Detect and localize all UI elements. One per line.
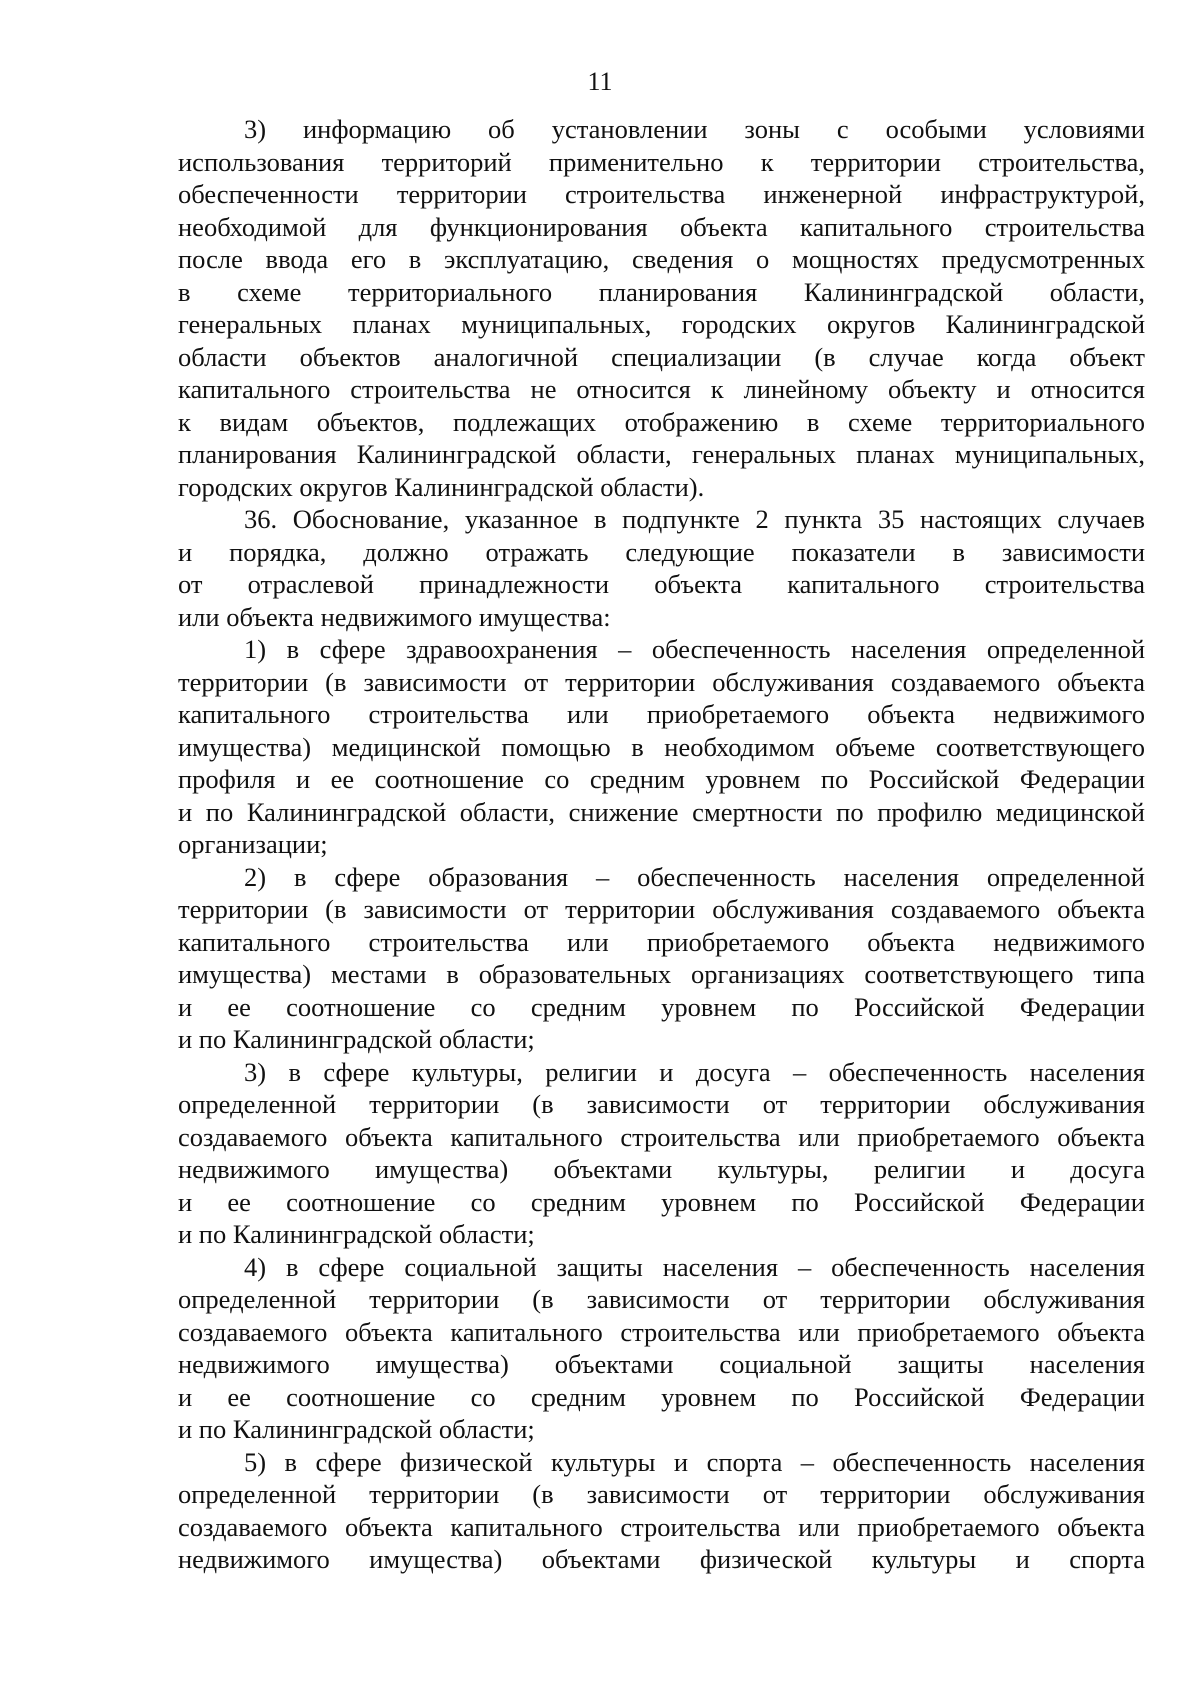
text-line: 2) в сфере образования – обеспеченность населения определенной xyxy=(244,861,1145,892)
text-line: капитального строительства или приобретаемого объекта недвижимого xyxy=(178,699,1145,729)
text-line: определенной территории (в зависимости от территории обслуживания xyxy=(178,1479,1145,1509)
text-line: необходимой для функционирования объекта капитального строительства xyxy=(178,211,1145,242)
text-line: недвижимого имущества) объектами физической культуры и спорта xyxy=(178,1544,1145,1574)
text-line: генеральных планах муниципальных, городских округов Калининградской xyxy=(178,309,1145,339)
text-line: и порядка, должно отражать следующие показатели в зависимости xyxy=(178,536,1145,567)
text-line: недвижимого имущества) объектами социальной защиты населения xyxy=(178,1349,1145,1379)
text-line: планирования Калининградской области, генеральных планах муниципальных, xyxy=(178,439,1145,469)
paragraph xyxy=(178,633,1145,861)
text-line: в схеме территориального планирования Калининградской области, xyxy=(178,276,1145,307)
paragraph xyxy=(178,113,1145,503)
text-line: 3) в сфере культуры, религии и досуга – обеспеченность населения xyxy=(244,1056,1145,1087)
text-line: определенной территории (в зависимости от территории обслуживания xyxy=(178,1089,1145,1119)
paragraph xyxy=(178,1251,1145,1446)
text-line: создаваемого объекта капитального строительства или приобретаемого объекта xyxy=(178,1316,1145,1347)
text-line: и по Калининградской области, снижение смертности по профилю медицинской xyxy=(178,796,1145,827)
text-line: имущества) медицинской помощью в необходимом объеме соответствующего xyxy=(178,731,1145,762)
text-line: профиля и ее соотношение со средним уровнем по Российской Федерации xyxy=(178,764,1145,794)
text-line: 5) в сфере физической культуры и спорта – обеспеченность населения xyxy=(244,1446,1145,1477)
text-line: организации; xyxy=(178,829,328,859)
text-line: или объекта недвижимого имущества: xyxy=(178,601,611,632)
text-line: 3) информацию об установлении зоны с особыми условиями xyxy=(244,114,1145,144)
text-line: создаваемого объекта капитального строительства или приобретаемого объекта xyxy=(178,1511,1145,1542)
text-line: городских округов Калининградской области). xyxy=(178,471,705,502)
document-body xyxy=(178,113,1145,1576)
text-line: области объектов аналогичной специализации (в случае когда объект xyxy=(178,341,1145,372)
text-line: капитального строительства или приобретаемого объекта недвижимого xyxy=(178,926,1145,957)
text-line: и по Калининградской области; xyxy=(178,1414,535,1444)
paragraph xyxy=(178,1446,1145,1576)
text-line: использования территорий применительно к территории строительства, xyxy=(178,146,1145,177)
text-line: и ее соотношение со средним уровнем по Российской Федерации xyxy=(178,991,1145,1022)
text-line: территории (в зависимости от территории обслуживания создаваемого объекта xyxy=(178,894,1145,924)
text-line: от отраслевой принадлежности объекта капитального строительства xyxy=(178,569,1145,599)
text-line: и по Калининградской области; xyxy=(178,1219,535,1249)
text-line: имущества) местами в образовательных организациях соответствующего типа xyxy=(178,959,1145,989)
paragraph xyxy=(178,861,1145,1056)
text-line: обеспеченности территории строительства инженерной инфраструктурой, xyxy=(178,179,1145,209)
text-line: 36. Обоснование, указанное в подпункте 2 пункта 35 настоящих случаев xyxy=(244,504,1145,534)
text-line: капитального строительства не относится к линейному объекту и относится xyxy=(178,374,1145,404)
text-line: после ввода его в эксплуатацию, сведения о мощностях предусмотренных xyxy=(178,244,1145,274)
text-line: и ее соотношение со средним уровнем по Российской Федерации xyxy=(178,1381,1145,1412)
text-line: территории (в зависимости от территории обслуживания создаваемого объекта xyxy=(178,666,1145,697)
page-number: 11 xyxy=(587,67,613,96)
text-line: 4) в сфере социальной защиты населения – обеспеченность населения xyxy=(244,1251,1145,1282)
text-line: и ее соотношение со средним уровнем по Российской Федерации xyxy=(178,1186,1145,1217)
text-line: к видам объектов, подлежащих отображению в схеме территориального xyxy=(178,406,1145,437)
text-line: 1) в сфере здравоохранения – обеспеченность населения определенной xyxy=(244,634,1145,664)
text-line: и по Калининградской области; xyxy=(178,1024,535,1054)
text-line: создаваемого объекта капитального строительства или приобретаемого объекта xyxy=(178,1121,1145,1152)
paragraph xyxy=(178,1056,1145,1251)
text-line: определенной территории (в зависимости от территории обслуживания xyxy=(178,1284,1145,1314)
text-line: недвижимого имущества) объектами культуры, религии и досуга xyxy=(178,1154,1145,1184)
paragraph xyxy=(178,503,1145,633)
